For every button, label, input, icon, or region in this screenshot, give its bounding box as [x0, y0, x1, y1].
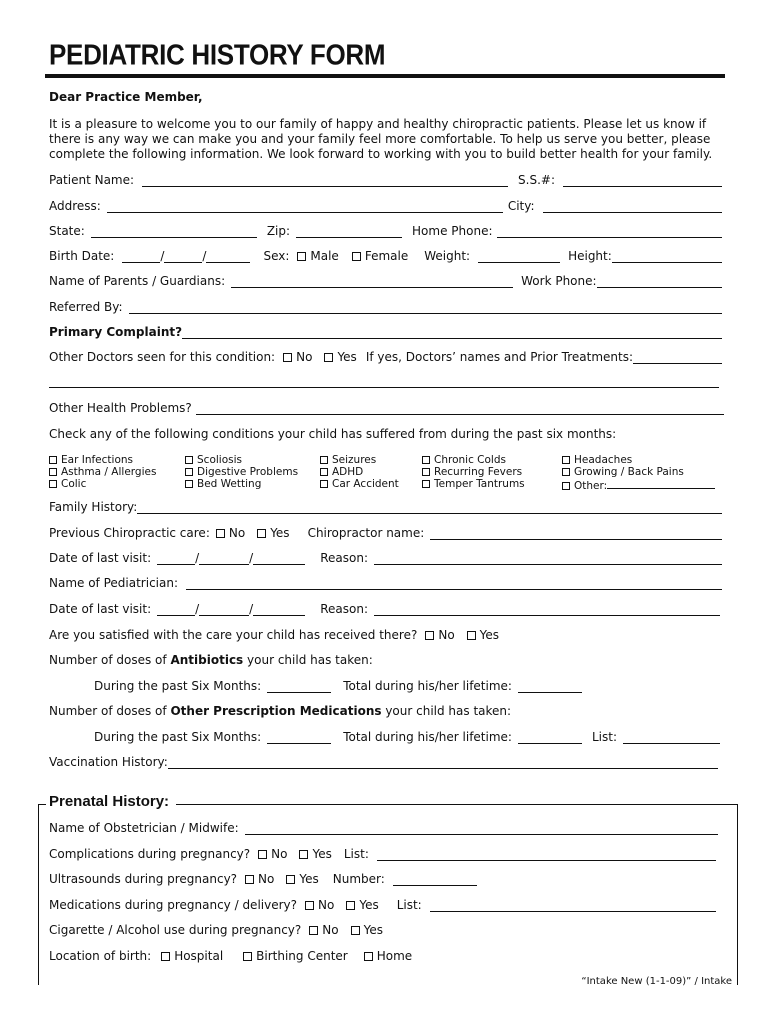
condition-item [185, 478, 261, 490]
family-history-label: Family History: [49, 500, 138, 514]
pediatrician-label: Name of Pediatrician: [49, 576, 178, 590]
condition-label: Scoliosis [197, 454, 242, 466]
condition-checkbox[interactable] [185, 480, 193, 488]
parents-label: Name of Parents / Guardians: [49, 274, 226, 288]
reason-label: Reason: [320, 551, 368, 565]
condition-label: Recurring Fevers [434, 466, 523, 478]
home-phone-field[interactable] [497, 226, 723, 238]
condition-label: Colic [61, 478, 87, 490]
ped-reason-field[interactable] [374, 604, 720, 616]
cigarette-label: Cigarette / Alcohol use during pregnancy? [49, 923, 302, 937]
rx-list-field[interactable] [623, 732, 720, 744]
condition-checkbox[interactable] [320, 468, 328, 476]
family-history-row [49, 500, 722, 514]
medications-list-field[interactable] [430, 900, 716, 912]
title-divider [45, 74, 725, 78]
complications-label: Complications during pregnancy? [49, 847, 251, 861]
condition-label: Seizures [332, 454, 377, 466]
intro-paragraph: It is a pleasure to welcome you to our family of happy and healthy chiropractic patients. Please let us know if there is any way we can make you and your family feel more comfortable. To help us serve you better, please complete the following information. We look forward to working with you to build better health for your family. [49, 117, 713, 161]
yes-label: Yes [363, 923, 383, 937]
chiro-last-visit-row: Date of last visit: / / Reason: [49, 551, 722, 565]
yes-label: Yes [479, 628, 500, 642]
birth-row: Birth Date: / / Sex: Male Female Weight: Height: [49, 249, 722, 263]
address-row [49, 199, 722, 213]
condition-checkbox[interactable] [422, 480, 430, 488]
ultrasounds-label: Ultrasounds during pregnancy? [49, 872, 238, 886]
zip-field[interactable] [296, 226, 402, 238]
no-label: No [271, 847, 288, 861]
state-field[interactable] [91, 226, 257, 238]
complications-list-label: List: [343, 847, 369, 861]
pediatrician-last-visit-row: Date of last visit: / / Reason: [49, 602, 720, 616]
birth-date-label: Birth Date: [49, 249, 115, 263]
condition-label: Digestive Problems [197, 466, 299, 478]
condition-label: Asthma / Allergies [61, 466, 157, 478]
chiro-visit-year-field[interactable] [253, 553, 305, 565]
prev-chiro-no-checkbox[interactable] [216, 529, 225, 538]
condition-label: ADHD [332, 466, 364, 478]
prev-chiro-label: Previous Chiropractic care: [49, 526, 210, 540]
satisfied-row [49, 628, 722, 642]
city-label: City: [507, 199, 535, 213]
male-checkbox[interactable] [297, 252, 306, 261]
chiro-name-label: Chiropractor name: [307, 526, 425, 540]
condition-item [562, 454, 632, 466]
medications-yes-checkbox[interactable] [346, 901, 355, 910]
ss-field[interactable] [563, 175, 722, 187]
home-checkbox[interactable] [364, 952, 373, 961]
condition-checkbox[interactable] [320, 456, 328, 464]
condition-item [422, 478, 525, 490]
chiro-reason-field[interactable] [374, 553, 722, 565]
ped-visit-day-field[interactable] [199, 604, 249, 616]
address-field[interactable] [107, 201, 503, 213]
state-label: State: [49, 224, 85, 238]
vaccination-field[interactable] [168, 757, 718, 769]
pediatrician-field[interactable] [186, 578, 722, 590]
no-label: No [322, 923, 339, 937]
yes-label: Yes [299, 872, 319, 886]
other-condition-field[interactable] [607, 478, 715, 489]
complications-no-checkbox[interactable] [258, 850, 267, 859]
address-label: Address: [49, 199, 101, 213]
patient-name-field[interactable] [142, 175, 508, 187]
referred-field[interactable] [129, 302, 723, 314]
work-phone-field[interactable] [597, 276, 722, 288]
ped-visit-year-field[interactable] [253, 604, 305, 616]
condition-item [185, 454, 242, 466]
birthing-center-label: Birthing Center [256, 949, 348, 963]
ped-visit-month-field[interactable] [157, 604, 195, 616]
reason-label: Reason: [320, 602, 368, 616]
antibiotics-bold: Antibiotics [170, 653, 244, 667]
rx-heading [49, 704, 722, 718]
condition-checkbox[interactable] [562, 482, 570, 490]
condition-label: Temper Tantrums [434, 478, 525, 490]
vaccination-label: Vaccination History: [49, 755, 168, 769]
cigarette-row [49, 923, 722, 937]
birth-month-field[interactable] [122, 251, 160, 263]
number-label: Number: [332, 872, 385, 886]
prenatal-title: Prenatal History: [46, 793, 176, 810]
female-checkbox[interactable] [352, 252, 361, 261]
complications-row [49, 847, 716, 861]
ss-label: S.S.#: [518, 173, 556, 187]
condition-item [49, 454, 133, 466]
condition-label: Bed Wetting [197, 478, 262, 490]
chiro-visit-month-field[interactable] [157, 553, 195, 565]
weight-label: Weight: [424, 249, 471, 263]
rx-row [94, 730, 720, 744]
other-doctors-yes-checkbox[interactable] [324, 353, 333, 362]
footer-form-id: “Intake New (1-1-09)” / Intake [581, 976, 732, 987]
condition-item [49, 478, 86, 490]
condition-checkbox[interactable] [49, 468, 57, 476]
condition-checkbox[interactable] [422, 456, 430, 464]
medications-label: Medications during pregnancy / delivery? [49, 898, 297, 912]
hospital-checkbox[interactable] [161, 952, 170, 961]
condition-item [422, 466, 522, 478]
antibiotics-pre: Number of doses of [49, 653, 167, 667]
yes-label: Yes [270, 526, 290, 540]
pediatrician-row [49, 576, 722, 590]
condition-checkbox[interactable] [562, 456, 570, 464]
no-label: No [258, 872, 275, 886]
condition-item [562, 466, 684, 478]
parents-row [49, 274, 722, 288]
zip-label: Zip: [266, 224, 291, 238]
condition-item [320, 466, 363, 478]
hospital-label: Hospital [174, 949, 224, 963]
condition-checkbox[interactable] [185, 456, 193, 464]
cigarette-no-checkbox[interactable] [309, 926, 318, 935]
rx-lifetime-field[interactable] [518, 732, 582, 744]
male-label: Male [310, 249, 339, 263]
obstetrician-row [49, 821, 718, 835]
if-yes-label: If yes, Doctors’ names and Prior Treatments: [365, 350, 634, 364]
family-history-field[interactable] [137, 502, 722, 514]
patient-name-label: Patient Name: [49, 173, 135, 187]
obstetrician-label: Name of Obstetrician / Midwife: [49, 821, 239, 835]
vaccination-row [49, 755, 718, 769]
no-label: No [438, 628, 455, 642]
last-visit-label: Date of last visit: [49, 551, 152, 565]
condition-item [320, 454, 376, 466]
prior-treatments-line2[interactable] [49, 376, 719, 388]
primary-complaint-field[interactable] [182, 327, 722, 339]
conditions-instructions: Check any of the following conditions your child has suffered from during the past six months: [49, 427, 617, 441]
antibiotics-row [94, 679, 722, 693]
no-label: No [296, 350, 313, 364]
medications-no-checkbox[interactable] [305, 901, 314, 910]
location-row [49, 949, 722, 963]
prev-chiro-row [49, 526, 722, 540]
referred-row [49, 300, 722, 314]
past-six-label: During the past Six Months: [94, 730, 262, 744]
primary-complaint-label: Primary Complaint? [49, 325, 183, 339]
primary-complaint-row [49, 325, 722, 339]
past-six-label: During the past Six Months: [94, 679, 262, 693]
rx-bold: Other Prescription Medications [170, 704, 382, 718]
ultrasounds-number-field[interactable] [393, 874, 477, 886]
antibiotics-lifetime-field[interactable] [518, 681, 582, 693]
condition-item [422, 454, 506, 466]
location-label: Location of birth: [49, 949, 152, 963]
no-label: No [318, 898, 335, 912]
yes-label: Yes [359, 898, 379, 912]
yes-label: Yes [312, 847, 332, 861]
ultrasounds-no-checkbox[interactable] [245, 875, 254, 884]
weight-field[interactable] [478, 251, 560, 263]
prior-treatments-field[interactable] [633, 352, 722, 364]
birthing-center-checkbox[interactable] [243, 952, 252, 961]
lifetime-label: Total during his/her lifetime: [343, 679, 512, 693]
rx-pre: Number of doses of [49, 704, 167, 718]
condition-checkbox[interactable] [49, 456, 57, 464]
condition-item [185, 466, 298, 478]
birth-year-field[interactable] [206, 251, 250, 263]
birth-day-field[interactable] [164, 251, 202, 263]
chiro-visit-day-field[interactable] [199, 553, 249, 565]
obstetrician-field[interactable] [245, 823, 718, 835]
complications-yes-checkbox[interactable] [299, 850, 308, 859]
antibiotics-heading [49, 653, 722, 667]
complications-list-field[interactable] [377, 849, 716, 861]
condition-label: Headaches [574, 454, 633, 466]
antibiotics-post: your child has taken: [247, 653, 373, 667]
other-doctors-no-checkbox[interactable] [283, 353, 292, 362]
lifetime-label: Total during his/her lifetime: [343, 730, 512, 744]
page-title: PEDIATRIC HISTORY FORM [49, 38, 386, 71]
condition-checkbox[interactable] [562, 468, 570, 476]
condition-checkbox[interactable] [320, 480, 328, 488]
referred-label: Referred By: [49, 300, 123, 314]
condition-checkbox[interactable] [49, 480, 57, 488]
rx-list-label: List: [591, 730, 617, 744]
medications-list-label: List: [396, 898, 422, 912]
condition-item [562, 478, 715, 492]
antibiotics-six-months-field[interactable] [267, 681, 331, 693]
other-doctors-row [49, 350, 722, 364]
satisfied-label: Are you satisfied with the care your child has received there? [49, 628, 418, 642]
greeting: Dear Practice Member, [49, 90, 203, 104]
female-label: Female [364, 249, 409, 263]
sex-label: Sex: [263, 249, 290, 263]
height-label: Height: [568, 249, 612, 263]
satisfied-no-checkbox[interactable] [425, 631, 434, 640]
condition-checkbox[interactable] [422, 468, 430, 476]
last-visit-label: Date of last visit: [49, 602, 152, 616]
condition-label: Ear Infections [61, 454, 133, 466]
prior-treatments-continuation [49, 376, 722, 388]
prev-chiro-yes-checkbox[interactable] [257, 529, 266, 538]
other-doctors-label: Other Doctors seen for this condition: [49, 350, 276, 364]
condition-label: Car Accident [332, 478, 399, 490]
patient-name-row [49, 173, 722, 187]
yes-label: Yes [337, 350, 357, 364]
rx-post: your child has taken: [385, 704, 512, 718]
condition-item [49, 466, 156, 478]
cigarette-yes-checkbox[interactable] [351, 926, 360, 935]
medications-row [49, 898, 716, 912]
home-phone-label: Home Phone: [412, 224, 493, 238]
other-health-label: Other Health Problems? [49, 401, 192, 415]
condition-item [320, 478, 399, 490]
no-label: No [228, 526, 246, 540]
parents-field[interactable] [231, 276, 513, 288]
ultrasounds-yes-checkbox[interactable] [286, 875, 295, 884]
ultrasounds-row [49, 872, 722, 886]
other-health-field[interactable] [196, 403, 724, 415]
work-phone-label: Work Phone: [521, 274, 597, 288]
chiro-name-field[interactable] [430, 528, 722, 540]
satisfied-yes-checkbox[interactable] [467, 631, 476, 640]
condition-label: Chronic Colds [434, 454, 506, 466]
rx-six-months-field[interactable] [267, 732, 331, 744]
state-row [49, 224, 722, 238]
condition-label: Growing / Back Pains [574, 466, 684, 478]
condition-checkbox[interactable] [185, 468, 193, 476]
city-field[interactable] [543, 201, 722, 213]
home-label: Home [376, 949, 413, 963]
height-field[interactable] [612, 251, 722, 263]
other-health-row [49, 401, 724, 415]
condition-label: Other: [574, 480, 608, 492]
